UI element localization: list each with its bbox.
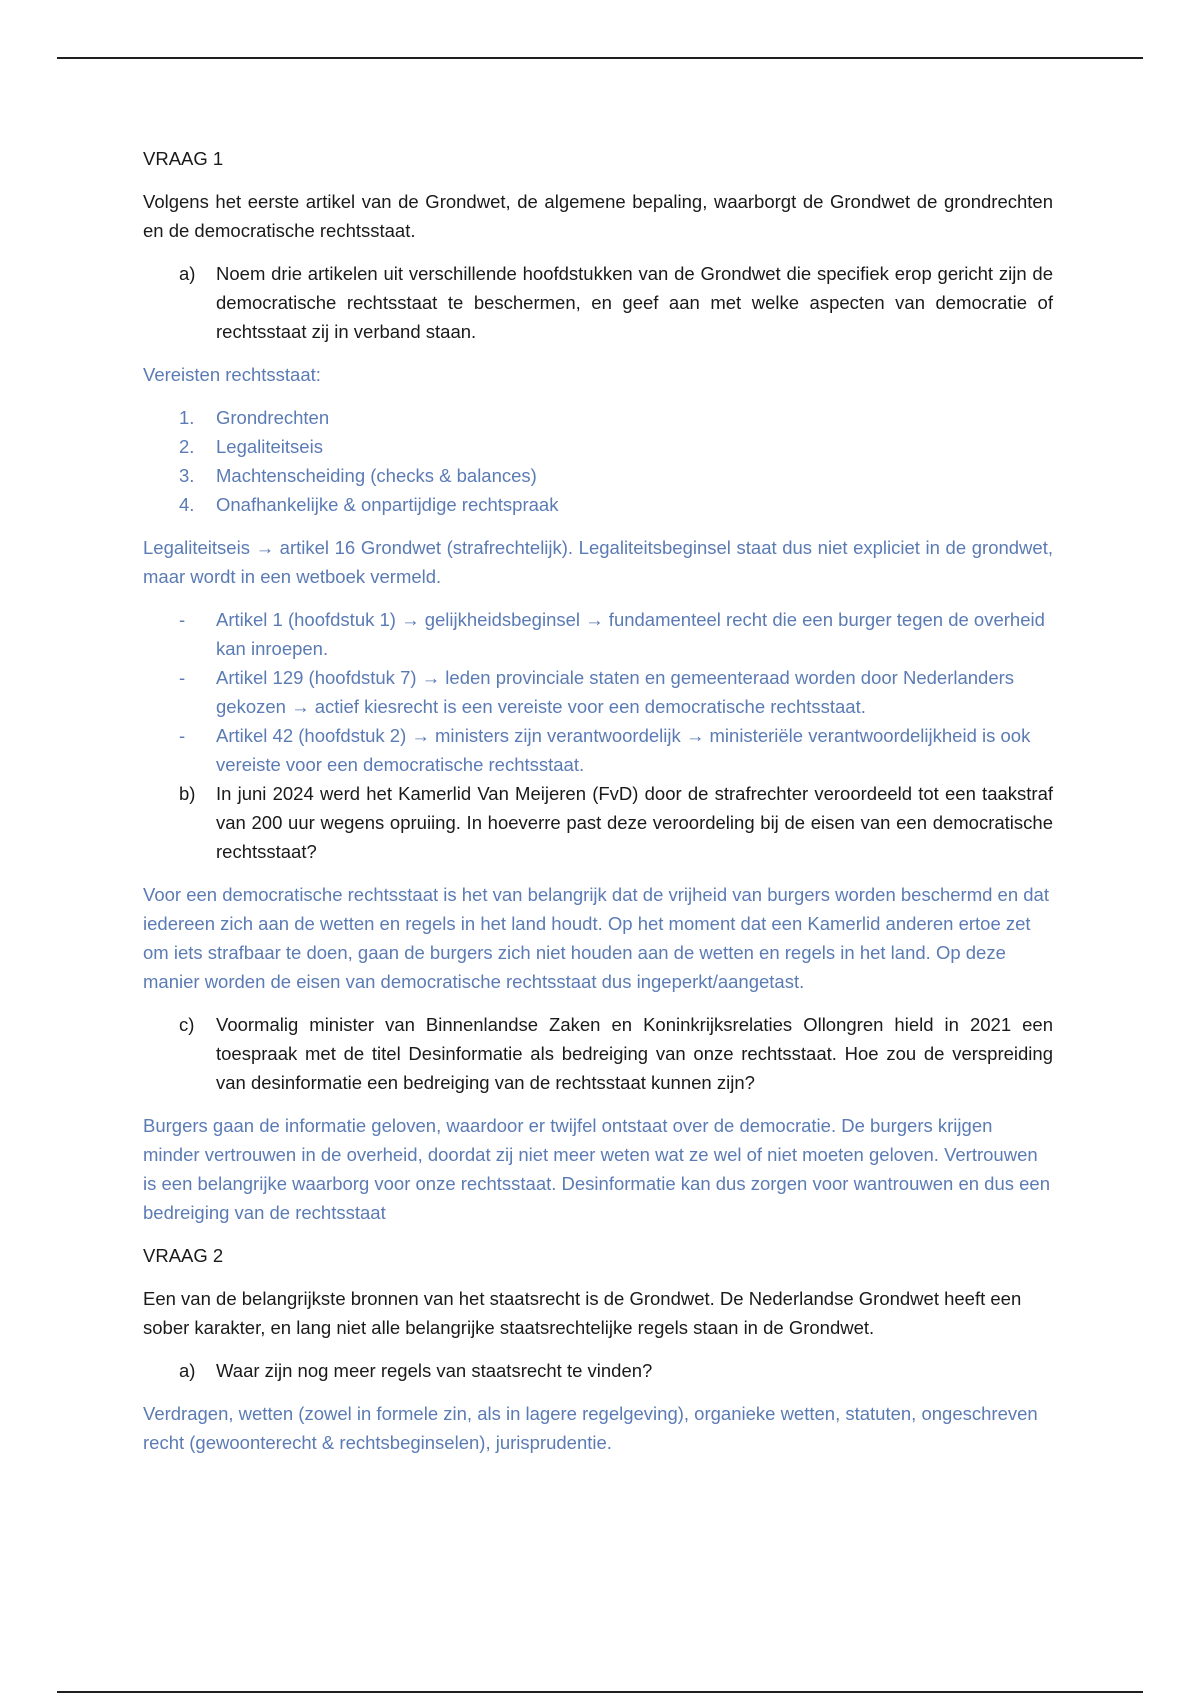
list-item-text: Artikel 1 (hoofdstuk 1) → gelijkheidsbeginsel → fundamenteel recht die een burger tegen de overheid kan inroepen. [216,609,1045,659]
vraag1-answer-c: Burgers gaan de informatie geloven, waardoor er twijfel ontstaat over de democratie. De burgers krijgen minder vertrouwen in de overheid, doordat zij niet meer weten wat ze wel of niet moeten geloven. Vertrouwen is een belangrijke waarborg voor onze rechtsstaat. Desinformatie kan dus zorgen voor wantrouwen en dus een bedreiging van de rechtsstaat [143,1115,1051,1223]
legaliteit-note: Legaliteitseis → artikel 16 Grondwet (strafrechtelijk). Legaliteitsbeginsel staat dus niet expliciet in de grondwet, maar wordt in een wetboek vermeld. [143,537,1053,587]
question-marker: c) [179,1014,195,1035]
list-item [143,432,1053,461]
list-item-text: Grondrechten [216,407,330,428]
question-marker: a) [179,1360,196,1381]
list-item [143,461,1053,490]
list-item [143,721,1053,779]
list-number: 2. [179,436,195,457]
footer-rule [57,1691,1143,1693]
list-item-text: Legaliteitseis [216,436,323,457]
vereisten-label: Vereisten rechtsstaat: [143,364,321,385]
vraag1-heading: VRAAG 1 [143,148,224,169]
list-number: 1. [179,407,195,428]
list-item-text: Artikel 42 (hoofdstuk 2) → ministers zijn verantwoordelijk → ministeriële verantwoordelijkheid is ook vereiste voor een democratische rechtsstaat. [216,725,1031,775]
list-item-text: Artikel 129 (hoofdstuk 7) → leden provinciale staten en gemeenteraad worden door Nederlanders gekozen → actief kiesrecht is een vereiste voor een democratische rechtsstaat. [216,667,1015,717]
vraag2-question-a [143,1356,1053,1385]
list-item-text: Machtenscheiding (checks & balances) [216,465,537,486]
question-text: In juni 2024 werd het Kamerlid Van Meijeren (FvD) door de strafrechter veroordeeld tot een taakstraf van 200 uur wegens opruiing. In hoeverre past deze veroordeling bij de eisen van een democratische rechtsstaat? [216,783,1053,862]
artikelen-list [143,605,1053,779]
question-text: Voormalig minister van Binnenlandse Zaken en Koninkrijksrelaties Ollongren hield in 2021 een toespraak met de titel Desinformatie als bedreiging van onze rechtsstaat. Hoe zou de verspreiding van desinformatie een bedreiging van de rechtsstaat kunnen zijn? [216,1014,1053,1093]
vraag2-intro: Een van de belangrijkste bronnen van het staatsrecht is de Grondwet. De Nederlandse Grondwet heeft een sober karakter, en lang niet alle belangrijke staatsrechtelijke regels staan in de Grondwet. [143,1288,1022,1338]
vraag1-answer-b: Voor een democratische rechtsstaat is het van belangrijk dat de vrijheid van burgers worden beschermd en dat iedereen zich aan de wetten en regels in het land houdt. Op het moment dat een Kamerlid anderen ertoe zet om iets strafbaar te doen, gaan de burgers zich niet houden aan de wetten en regels in het land. Op deze manier worden de eisen van democratische rechtsstaat dus ingeperkt/aangetast. [143,884,1049,992]
vraag1-intro: Volgens het eerste artikel van de Grondwet, de algemene bepaling, waarborgt de Grondwet de grondrechten en de democratische rechtsstaat. [143,191,1053,241]
vraag2-answer-a: Verdragen, wetten (zowel in formele zin, als in lagere regelgeving), organieke wetten, statuten, ongeschreven recht (gewoonterecht & rechtsbeginselen), jurisprudentie. [143,1403,1038,1453]
document-body [143,144,1053,1471]
list-item [143,490,1053,519]
list-number: 4. [179,494,195,515]
vereisten-list [143,403,1053,519]
vraag2-heading: VRAAG 2 [143,1245,224,1266]
list-item-text: Onafhankelijke & onpartijdige rechtspraak [216,494,559,515]
question-marker: a) [179,263,196,284]
list-dash: - [179,725,186,746]
list-item [143,605,1053,663]
question-text: Waar zijn nog meer regels van staatsrecht te vinden? [216,1360,653,1381]
list-dash: - [179,609,186,630]
vraag1-question-c [143,1010,1053,1097]
question-text: Noem drie artikelen uit verschillende hoofdstukken van de Grondwet die specifiek erop gericht zijn de democratische rechtsstaat te beschermen, en geef aan met welke aspecten van democratie of rechtsstaat zij in verband staan. [216,263,1053,342]
list-number: 3. [179,465,195,486]
vraag1-question-a [143,259,1053,346]
vraag1-question-b [143,779,1053,866]
list-item [143,663,1053,721]
question-marker: b) [179,783,196,804]
header-rule [57,57,1143,59]
list-dash: - [179,667,186,688]
list-item [143,403,1053,432]
